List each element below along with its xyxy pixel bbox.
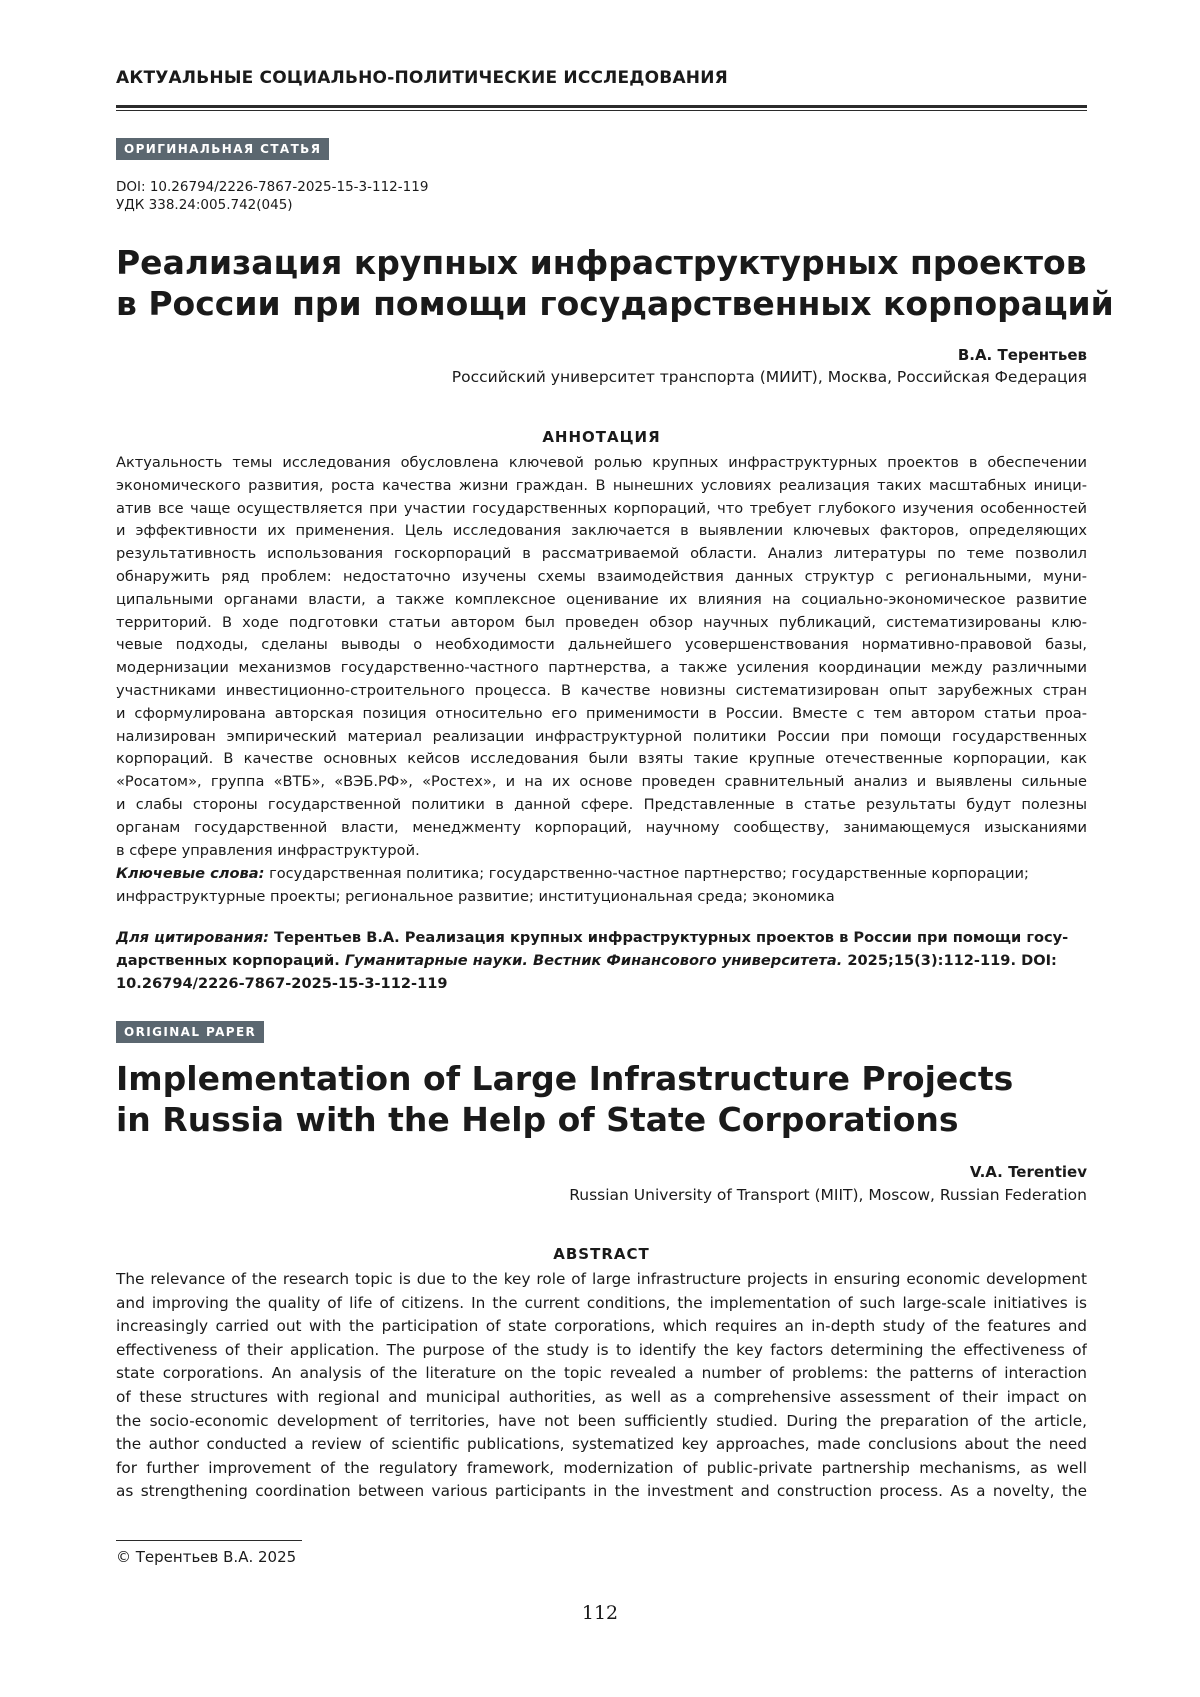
abstract-en <box>116 1268 1087 1504</box>
abstract-ru-line: в сфере управления инфраструктурой. <box>116 841 420 859</box>
abstract-ru-line: модернизации механизмов государственно-частного партнерства, а также усиления координации между различными <box>116 659 1087 677</box>
author-name-ru: В.А. Терентьев <box>957 346 1087 364</box>
abstract-en-line: The relevance of the research topic is due to the key role of large infrastructure projects in ensuring economic development <box>116 1270 1087 1288</box>
keywords-block <box>116 863 1087 909</box>
abstract-ru-line: результативность использования госкорпораций в рассматриваемой области. Анализ литературы по теме позволил <box>116 545 1087 563</box>
title-ru-line: Реализация крупных инфраструктурных проектов <box>116 243 1087 282</box>
abstract-ru-line: и слабы стороны государственной политики в данной сфере. Представленные в статье результаты будут полезны <box>116 795 1087 813</box>
abstract-en-line: and improving the quality of life of citizens. In the current conditions, the implementation of such large-scale initiatives is <box>116 1293 1087 1312</box>
abstract-ru-line: обнаружить ряд проблем: недостаточно изучены схемы взаимодействия данных структур с региональными, муни- <box>116 567 1087 585</box>
title-en-line: Implementation of Large Infrastructure Projects <box>116 1059 1014 1098</box>
abstract-ru-line: участниками инвестиционно-строительного процесса. В качестве новизны систематизирован опыт зарубежных стран <box>116 681 1087 699</box>
abstract-ru <box>116 452 1087 862</box>
original-paper-badge: ORIGINAL PAPER <box>116 1021 264 1043</box>
abstract-en-line: effectiveness of their application. The purpose of the study is to identify the key factors determining the effectiveness of <box>116 1340 1087 1359</box>
title-en-line: in Russia with the Help of State Corporations <box>116 1100 959 1139</box>
keywords-line <box>116 863 1087 886</box>
abstract-ru-line: Актуальность темы исследования обусловлена ключевой ролью крупных инфраструктурных проектов в обеспечении <box>116 454 1087 471</box>
author-affiliation-en: Russian University of Transport (MIIT), Moscow, Russian Federation <box>569 1186 1087 1204</box>
keywords-text: государственная политика; государственно-частное партнерство; государственные корпорации; <box>269 865 1029 882</box>
udk-line: УДК 338.24:005.742(045) <box>116 197 293 213</box>
copyright-notice: © Терентьев В.А. 2025 <box>116 1548 297 1566</box>
article-title-en <box>116 1058 1096 1140</box>
abstract-en-line: of these structures with regional and municipal authorities, as well as a comprehensive assessment of their impact on <box>116 1387 1087 1406</box>
keywords-line: инфраструктурные проекты; региональное развитие; институциональная среда; экономика <box>116 887 835 905</box>
citation-text: Терентьев В.А. Реализация крупных инфраструктурных проектов в России при помощи госу- <box>274 929 1069 946</box>
citation-doi[interactable]: 10.26794/2226-7867-2025-15-3-112-119 <box>116 974 448 992</box>
abstract-ru-line: и эффективности их применения. Цель исследования заключается в выявлении ключевых факторов, определяющих <box>116 522 1087 540</box>
citation-text: 2025;15(3):112-119. DOI: <box>847 951 1057 969</box>
abstract-ru-line: чевые подходы, сделаны выводы о необходимости дальнейшего усовершенствования нормативно-правовой базы, <box>116 636 1087 654</box>
citation-block <box>116 927 1087 995</box>
abstract-ru-line: нализирован эмпирический материал реализации инфраструктурной политики России при помощи государственных <box>116 727 1087 745</box>
footnote-rule <box>116 1540 302 1541</box>
author-name-en: V.A. Terentiev <box>969 1163 1087 1181</box>
citation-label: Для цитирования: <box>116 929 269 946</box>
header-rule-thin <box>116 110 1087 111</box>
abstract-en-line: for further improvement of the regulatory framework, modernization of public-private partnership mechanisms, as well <box>116 1458 1087 1477</box>
abstract-ru-line: атив все чаще осуществляется при участии государственных корпораций, что требует глубокого изучения особенностей <box>116 499 1087 517</box>
citation-text: дарственных корпораций. <box>116 951 340 969</box>
abstract-heading-en: ABSTRACT <box>553 1245 650 1263</box>
header-rule-thick <box>116 105 1087 108</box>
article-title-ru <box>116 242 1114 324</box>
abstract-en-line: the author conducted a review of scientific publications, systematized key approaches, made conclusions about the need <box>116 1435 1087 1454</box>
abstract-en-line: state corporations. An analysis of the literature on the topic revealed a number of problems: the patterns of interaction <box>116 1364 1087 1383</box>
abstract-en-line: as strengthening coordination between various participants in the investment and construction process. As a novelty, the <box>116 1482 1087 1501</box>
abstract-ru-line: и сформулирована авторская позиция относительно его применимости в России. Вместе с тем автором статьи проа- <box>116 704 1087 722</box>
doi-line: DOI: 10.26794/2226-7867-2025-15-3-112-119 <box>116 179 429 195</box>
title-ru-line: в России при помощи государственных корпораций <box>116 284 1114 323</box>
abstract-ru-line: органам государственной власти, менеджменту корпораций, научному сообществу, занимающемуся изысканиями <box>116 818 1087 836</box>
citation-line <box>116 950 1087 973</box>
abstract-heading-ru: АННОТАЦИЯ <box>542 428 661 446</box>
author-affiliation-ru: Российский университет транспорта (МИИТ), Москва, Российская Федерация <box>451 368 1087 386</box>
original-article-badge: ОРИГИНАЛЬНАЯ СТАТЬЯ <box>116 138 329 160</box>
abstract-ru-line: экономического развития, роста качества жизни граждан. В нынешних условиях реализация таких масштабных иници- <box>116 476 1087 494</box>
abstract-ru-line: ципальными органами власти, а также комплексное оценивание их влияния на социально-экономическое развитие <box>116 590 1087 608</box>
citation-line <box>116 927 1087 950</box>
page-number: 112 <box>581 1602 619 1624</box>
journal-section-title: АКТУАЛЬНЫЕ СОЦИАЛЬНО-ПОЛИТИЧЕСКИЕ ИССЛЕДОВАНИЯ <box>116 68 728 88</box>
abstract-en-line: the socio-economic development of territories, have not been sufficiently studied. During the preparation of the article, <box>116 1411 1087 1430</box>
abstract-ru-line: корпораций. В качестве основных кейсов исследования были взяты такие крупные отечественные корпорации, как <box>116 750 1087 768</box>
keywords-label: Ключевые слова: <box>116 865 265 882</box>
abstract-ru-line: территорий. В ходе подготовки статьи автором был проведен обзор научных публикаций, систематизированы клю- <box>116 613 1087 631</box>
abstract-ru-line: «Росатом», группа «ВТБ», «ВЭБ.РФ», «Ростех», и на их основе проведен сравнительный анализ и выявлены сильные <box>116 773 1087 791</box>
abstract-en-line: increasingly carried out with the participation of state corporations, which requires an in-depth study of the features and <box>116 1317 1087 1336</box>
citation-journal: Гуманитарные науки. Вестник Финансового университета. <box>344 951 843 969</box>
